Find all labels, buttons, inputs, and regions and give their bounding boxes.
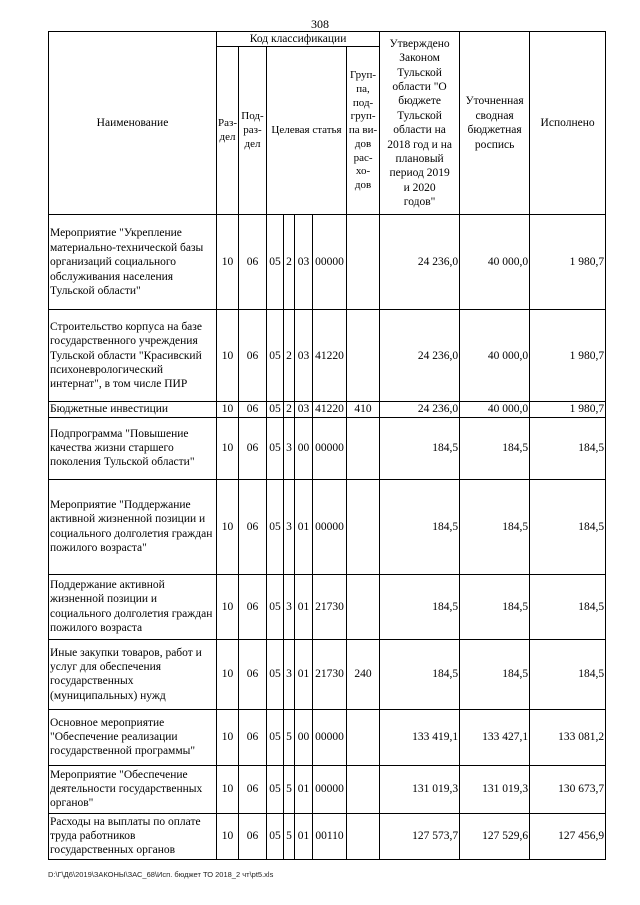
cell-executed: 127 456,9 bbox=[530, 813, 606, 859]
cell-approved: 24 236,0 bbox=[380, 402, 460, 417]
cell-t3: 01 bbox=[295, 765, 313, 813]
page-number: 308 bbox=[311, 17, 329, 31]
cell-t1: 05 bbox=[267, 709, 284, 765]
header-refined: Уточненная сводная бюджетная роспись bbox=[460, 32, 530, 215]
cell-executed: 133 081,2 bbox=[530, 709, 606, 765]
cell-name: Подпрограмма "Повышение качества жизни старшего поколения Тульской области" bbox=[49, 417, 217, 479]
cell-t4: 21730 bbox=[313, 574, 347, 639]
cell-vr bbox=[347, 417, 380, 479]
cell-vr: 410 bbox=[347, 402, 380, 417]
header-podrazdel: Под- раз- дел bbox=[239, 47, 267, 215]
cell-rz: 10 bbox=[217, 813, 239, 859]
cell-rz: 10 bbox=[217, 479, 239, 574]
cell-refined: 133 427,1 bbox=[460, 709, 530, 765]
cell-name: Расходы на выплаты по оплате труда работников государственных органов bbox=[49, 813, 217, 859]
cell-t1: 05 bbox=[267, 479, 284, 574]
cell-refined: 184,5 bbox=[460, 417, 530, 479]
cell-refined: 184,5 bbox=[460, 574, 530, 639]
cell-pr: 06 bbox=[239, 639, 267, 709]
cell-name: Мероприятие "Обеспечение деятельности государственных органов" bbox=[49, 765, 217, 813]
cell-t4: 00000 bbox=[313, 417, 347, 479]
cell-executed: 1 980,7 bbox=[530, 310, 606, 402]
cell-rz: 10 bbox=[217, 215, 239, 310]
cell-executed: 130 673,7 bbox=[530, 765, 606, 813]
cell-refined: 40 000,0 bbox=[460, 215, 530, 310]
cell-pr: 06 bbox=[239, 310, 267, 402]
cell-vr bbox=[347, 765, 380, 813]
file-path-footer: D:\Г\Д6\2019\ЗАКОНЫ\ЗАС_68\Исп. бюджет ТО 2018_2 чт\pt5.xls bbox=[48, 870, 274, 879]
cell-t2: 5 bbox=[284, 813, 295, 859]
cell-rz: 10 bbox=[217, 417, 239, 479]
cell-t3: 01 bbox=[295, 813, 313, 859]
header-approved: Утверждено Законом Тульской области "О бюджете Тульской области на 2018 год и на плановый период 2019 и 2020 годов" bbox=[380, 32, 460, 215]
cell-t2: 2 bbox=[284, 215, 295, 310]
cell-approved: 184,5 bbox=[380, 479, 460, 574]
cell-refined: 184,5 bbox=[460, 639, 530, 709]
cell-executed: 1 980,7 bbox=[530, 402, 606, 417]
cell-pr: 06 bbox=[239, 417, 267, 479]
table-row bbox=[49, 709, 606, 765]
cell-name: Мероприятие "Укрепление материально-технической базы организаций социального обслуживания населения Тульской области" bbox=[49, 215, 217, 310]
cell-approved: 24 236,0 bbox=[380, 215, 460, 310]
cell-rz: 10 bbox=[217, 402, 239, 417]
cell-name: Строительство корпуса на базе государственного учреждения Тульской области "Красивский психоневрологический интернат", в том числе ПИР bbox=[49, 310, 217, 402]
cell-pr: 06 bbox=[239, 709, 267, 765]
cell-t1: 05 bbox=[267, 813, 284, 859]
budget-table bbox=[48, 31, 606, 860]
header-target: Целевая статья bbox=[267, 47, 347, 215]
table-row bbox=[49, 765, 606, 813]
cell-vr: 240 bbox=[347, 639, 380, 709]
cell-t4: 00110 bbox=[313, 813, 347, 859]
cell-approved: 133 419,1 bbox=[380, 709, 460, 765]
cell-name: Мероприятие "Поддержание активной жизненной позиции и социального долголетия граждан пожилого возраста" bbox=[49, 479, 217, 574]
cell-t4: 00000 bbox=[313, 215, 347, 310]
cell-t1: 05 bbox=[267, 215, 284, 310]
cell-vr bbox=[347, 310, 380, 402]
cell-t4: 41220 bbox=[313, 402, 347, 417]
cell-pr: 06 bbox=[239, 574, 267, 639]
cell-t2: 2 bbox=[284, 310, 295, 402]
cell-t1: 05 bbox=[267, 402, 284, 417]
cell-t4: 41220 bbox=[313, 310, 347, 402]
cell-t4: 00000 bbox=[313, 765, 347, 813]
table-row bbox=[49, 402, 606, 417]
cell-rz: 10 bbox=[217, 574, 239, 639]
cell-executed: 184,5 bbox=[530, 639, 606, 709]
cell-t3: 00 bbox=[295, 709, 313, 765]
cell-t1: 05 bbox=[267, 765, 284, 813]
cell-rz: 10 bbox=[217, 709, 239, 765]
cell-t1: 05 bbox=[267, 574, 284, 639]
table-row bbox=[49, 813, 606, 859]
cell-pr: 06 bbox=[239, 402, 267, 417]
header-classification: Код классификации bbox=[217, 32, 380, 47]
cell-refined: 40 000,0 bbox=[460, 310, 530, 402]
cell-vr bbox=[347, 479, 380, 574]
table-row bbox=[49, 215, 606, 310]
cell-t3: 03 bbox=[295, 215, 313, 310]
cell-approved: 24 236,0 bbox=[380, 310, 460, 402]
header-executed: Исполнено bbox=[530, 32, 606, 215]
cell-vr bbox=[347, 813, 380, 859]
cell-t4: 00000 bbox=[313, 479, 347, 574]
cell-executed: 1 980,7 bbox=[530, 215, 606, 310]
cell-pr: 06 bbox=[239, 479, 267, 574]
cell-refined: 184,5 bbox=[460, 479, 530, 574]
cell-refined: 131 019,3 bbox=[460, 765, 530, 813]
cell-t3: 03 bbox=[295, 310, 313, 402]
cell-approved: 131 019,3 bbox=[380, 765, 460, 813]
cell-t1: 05 bbox=[267, 310, 284, 402]
cell-t2: 3 bbox=[284, 417, 295, 479]
cell-rz: 10 bbox=[217, 639, 239, 709]
cell-name: Бюджетные инвестиции bbox=[49, 402, 217, 417]
cell-t3: 01 bbox=[295, 639, 313, 709]
cell-t2: 3 bbox=[284, 639, 295, 709]
header-razdel: Раз- дел bbox=[217, 47, 239, 215]
cell-t3: 01 bbox=[295, 574, 313, 639]
table-row bbox=[49, 639, 606, 709]
cell-executed: 184,5 bbox=[530, 574, 606, 639]
cell-t4: 00000 bbox=[313, 709, 347, 765]
cell-executed: 184,5 bbox=[530, 417, 606, 479]
cell-t2: 2 bbox=[284, 402, 295, 417]
cell-t3: 01 bbox=[295, 479, 313, 574]
cell-refined: 40 000,0 bbox=[460, 402, 530, 417]
table-row bbox=[49, 310, 606, 402]
cell-name: Поддержание активной жизненной позиции и социального долголетия граждан пожилого возраста bbox=[49, 574, 217, 639]
cell-t3: 03 bbox=[295, 402, 313, 417]
cell-approved: 127 573,7 bbox=[380, 813, 460, 859]
header-vid: Груп- па, под- груп- па ви- дов рас- хо- дов bbox=[347, 47, 380, 215]
cell-pr: 06 bbox=[239, 765, 267, 813]
cell-pr: 06 bbox=[239, 215, 267, 310]
table-row bbox=[49, 479, 606, 574]
header-name: Наименование bbox=[49, 32, 217, 215]
cell-name: Иные закупки товаров, работ и услуг для обеспечения государственных (муниципальных) нужд bbox=[49, 639, 217, 709]
cell-t2: 3 bbox=[284, 574, 295, 639]
cell-vr bbox=[347, 574, 380, 639]
cell-vr bbox=[347, 709, 380, 765]
table-row bbox=[49, 574, 606, 639]
cell-vr bbox=[347, 215, 380, 310]
cell-name: Основное мероприятие "Обеспечение реализации государственной программы" bbox=[49, 709, 217, 765]
table-row bbox=[49, 417, 606, 479]
cell-t2: 3 bbox=[284, 479, 295, 574]
cell-refined: 127 529,6 bbox=[460, 813, 530, 859]
cell-t3: 00 bbox=[295, 417, 313, 479]
cell-approved: 184,5 bbox=[380, 639, 460, 709]
cell-approved: 184,5 bbox=[380, 574, 460, 639]
cell-t4: 21730 bbox=[313, 639, 347, 709]
cell-t1: 05 bbox=[267, 639, 284, 709]
cell-t1: 05 bbox=[267, 417, 284, 479]
cell-pr: 06 bbox=[239, 813, 267, 859]
cell-executed: 184,5 bbox=[530, 479, 606, 574]
cell-rz: 10 bbox=[217, 310, 239, 402]
cell-t2: 5 bbox=[284, 765, 295, 813]
cell-rz: 10 bbox=[217, 765, 239, 813]
cell-t2: 5 bbox=[284, 709, 295, 765]
cell-approved: 184,5 bbox=[380, 417, 460, 479]
